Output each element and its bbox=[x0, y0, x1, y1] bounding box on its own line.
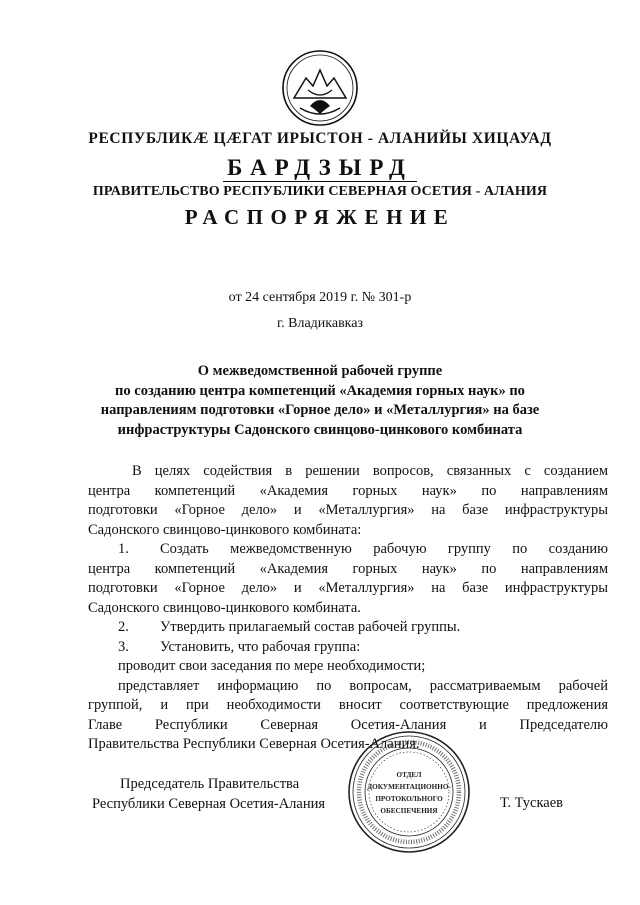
document-city: г. Владикавказ bbox=[276, 316, 364, 331]
body-line: подготовки «Горное дело» и «Металлургия» на базе инфраструктуры bbox=[88, 502, 608, 518]
ossetian-document-type: БАРДЗЫРД bbox=[227, 155, 413, 180]
body-line: центра компетенций «Академия горных наук» по направлениям bbox=[88, 560, 608, 577]
body-line: Правительства Республики Северная Осетия-Алания. bbox=[88, 736, 420, 752]
document-date-number: от 24 сентября 2019 г. № 301-р bbox=[228, 290, 412, 305]
russian-government-name: ПРАВИТЕЛЬСТВО РЕСПУБЛИКИ СЕВЕРНАЯ ОСЕТИЯ - АЛАНИЯ bbox=[92, 184, 548, 199]
body-line: группой, и при необходимости вносит соответствующие предложения bbox=[88, 697, 608, 713]
body-line: Садонского свинцово-цинкового комбината: bbox=[88, 521, 362, 538]
sub-item-1: проводит свои заседания по мере необходимости; bbox=[118, 658, 426, 674]
signatory-position-line: Председатель Правительства bbox=[120, 776, 300, 792]
header-divider bbox=[223, 181, 417, 182]
body-line: В целях содействия в решении вопросов, связанных с созданием bbox=[132, 463, 608, 479]
list-item-2 bbox=[88, 618, 608, 638]
body-line: подготовки «Горное дело» и «Металлургия» на базе инфраструктуры bbox=[88, 580, 608, 596]
coat-of-arms-emblem bbox=[280, 48, 360, 128]
russian-document-type: РАСПОРЯЖЕНИЕ bbox=[184, 205, 456, 229]
title-line: по созданию центра компетенций «Академия горных наук» по bbox=[115, 382, 525, 399]
body-line: Утвердить прилагаемый состав рабочей группы. bbox=[160, 619, 461, 635]
body-line: Установить, что рабочая группа: bbox=[160, 638, 361, 655]
title-line: инфраструктуры Садонского свинцово-цинкового комбината bbox=[117, 421, 523, 438]
ossetian-government-name: РЕСПУБЛИКÆ ЦÆГАТ ИРЫСТОН - АЛАНИЙЫ ХИЦАУАД bbox=[88, 130, 552, 147]
body-line: Садонского свинцово-цинкового комбината. bbox=[88, 599, 361, 616]
body-line: центра компетенций «Академия горных наук» по направлениям bbox=[88, 482, 608, 499]
list-number: 2. bbox=[118, 619, 129, 635]
sub-item-2: представляет информацию по вопросам, рассматриваемым рабочей bbox=[118, 677, 608, 694]
stamp-center-line: ПРОТОКОЛЬНОГО bbox=[375, 795, 443, 803]
stamp-center-line: ДОКУМЕНТАЦИОННО- bbox=[367, 783, 451, 791]
list-number: 1. bbox=[118, 541, 129, 557]
body-line: Создать межведомственную рабочую группу по созданию bbox=[160, 541, 608, 557]
title-line: О межведомственной рабочей группе bbox=[197, 363, 443, 379]
stamp-center-line: ОТДЕЛ bbox=[396, 771, 422, 779]
list-number: 3. bbox=[118, 638, 129, 655]
stamp-center-line: ОБЕСПЕЧЕНИЯ bbox=[380, 807, 438, 815]
body-line-text: Главе Республики Северная Осетия-Алания и Председателю bbox=[88, 716, 608, 733]
document-title bbox=[80, 362, 560, 440]
list-item-1 bbox=[88, 540, 608, 560]
signatory-position bbox=[92, 775, 326, 814]
official-stamp bbox=[347, 730, 471, 854]
signatory-name: Т. Тускаев bbox=[500, 795, 564, 811]
document-body bbox=[88, 462, 608, 755]
signatory-position-line: Республики Северная Осетия-Алания bbox=[92, 795, 326, 812]
list-item-3 bbox=[88, 638, 608, 658]
title-line: направлениям подготовки «Горное дело» и «Металлургия» на базе bbox=[100, 402, 540, 418]
